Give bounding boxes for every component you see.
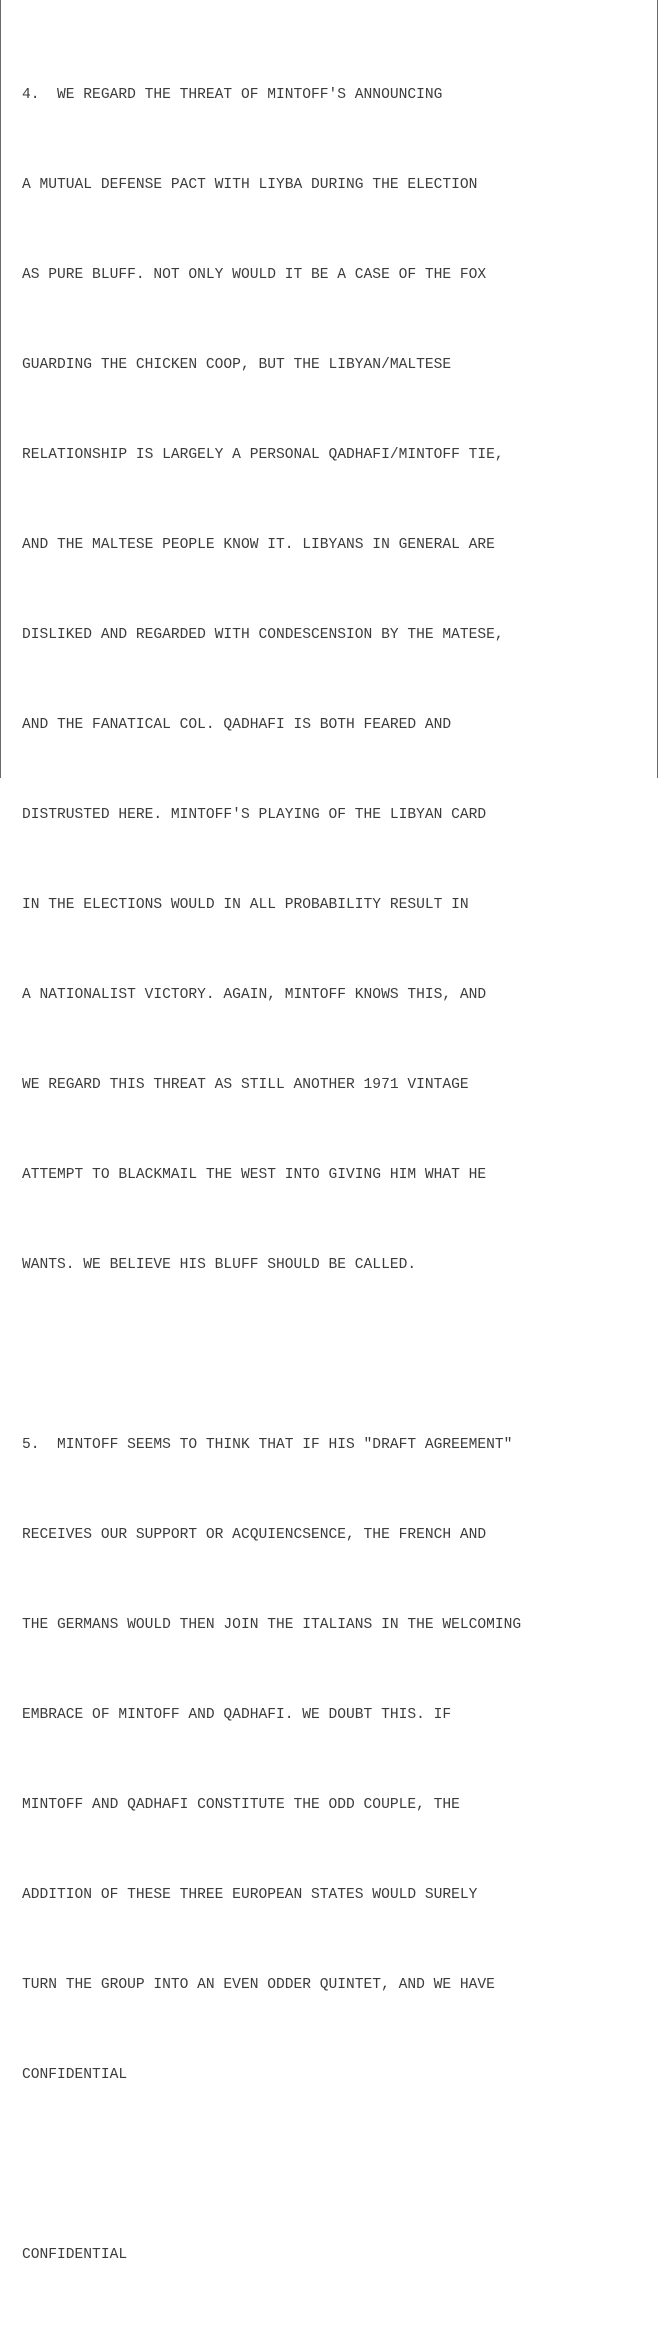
paragraph-4-line: DISTRUSTED HERE. MINTOFF'S PLAYING OF THE LIBYAN CARD [22,807,487,823]
paragraph-5-line: EMBRACE OF MINTOFF AND QADHAFI. WE DOUBT THIS. IF [22,1707,452,1723]
paragraph-4-line: RELATIONSHIP IS LARGELY A PERSONAL QADHAFI/MINTOFF TIE, [22,447,504,463]
paragraph-4-line: A NATIONALIST VICTORY. AGAIN, MINTOFF KNOWS THIS, AND [22,987,487,1003]
blank-line [22,2150,521,2180]
paragraph-5-line: RECEIVES OUR SUPPORT OR ACQUIENCSENCE, THE FRENCH AND [22,1527,487,1543]
paragraph-5-line: 5. MINTOFF SEEMS TO THINK THAT IF HIS "DRAFT AGREEMENT" [22,1437,513,1453]
paragraph-4-line: AND THE FANATICAL COL. QADHAFI IS BOTH FEARED AND [22,717,452,733]
paragraph-4-line: WANTS. WE BELIEVE HIS BLUFF SHOULD BE CALLED. [22,1257,417,1273]
paragraph-4-line: DISLIKED AND REGARDED WITH CONDESCENSION BY THE MATESE, [22,627,504,643]
paragraph-4-line: WE REGARD THIS THREAT AS STILL ANOTHER 1971 VINTAGE [22,1077,469,1093]
paragraph-4-line: IN THE ELECTIONS WOULD IN ALL PROBABILITY RESULT IN [22,897,469,913]
paragraph-4-line: AND THE MALTESE PEOPLE KNOW IT. LIBYANS IN GENERAL ARE [22,537,495,553]
paragraph-5-line: TURN THE GROUP INTO AN EVEN ODDER QUINTET, AND WE HAVE [22,1977,495,1993]
classification-header: CONFIDENTIAL [22,2247,128,2263]
paragraph-4-line: GUARDING THE CHICKEN COOP, BUT THE LIBYAN/MALTESE [22,357,452,373]
paragraph-4-line: A MUTUAL DEFENSE PACT WITH LIYBA DURING THE ELECTION [22,177,478,193]
paragraph-4-line: ATTEMPT TO BLACKMAIL THE WEST INTO GIVING HIM WHAT HE [22,1167,487,1183]
paragraph-4-line: AS PURE BLUFF. NOT ONLY WOULD IT BE A CASE OF THE FOX [22,267,487,283]
document-text [22,20,521,2330]
paragraph-5-line: MINTOFF AND QADHAFI CONSTITUTE THE ODD COUPLE, THE [22,1797,460,1813]
paragraph-4-line: 4. WE REGARD THE THREAT OF MINTOFF'S ANNOUNCING [22,87,443,103]
paragraph-5-line: ADDITION OF THESE THREE EUROPEAN STATES WOULD SURELY [22,1887,478,1903]
paragraph-5-line: THE GERMANS WOULD THEN JOIN THE ITALIANS IN THE WELCOMING [22,1617,522,1633]
blank-line [22,1340,521,1370]
classification-footer: CONFIDENTIAL [22,2067,128,2083]
